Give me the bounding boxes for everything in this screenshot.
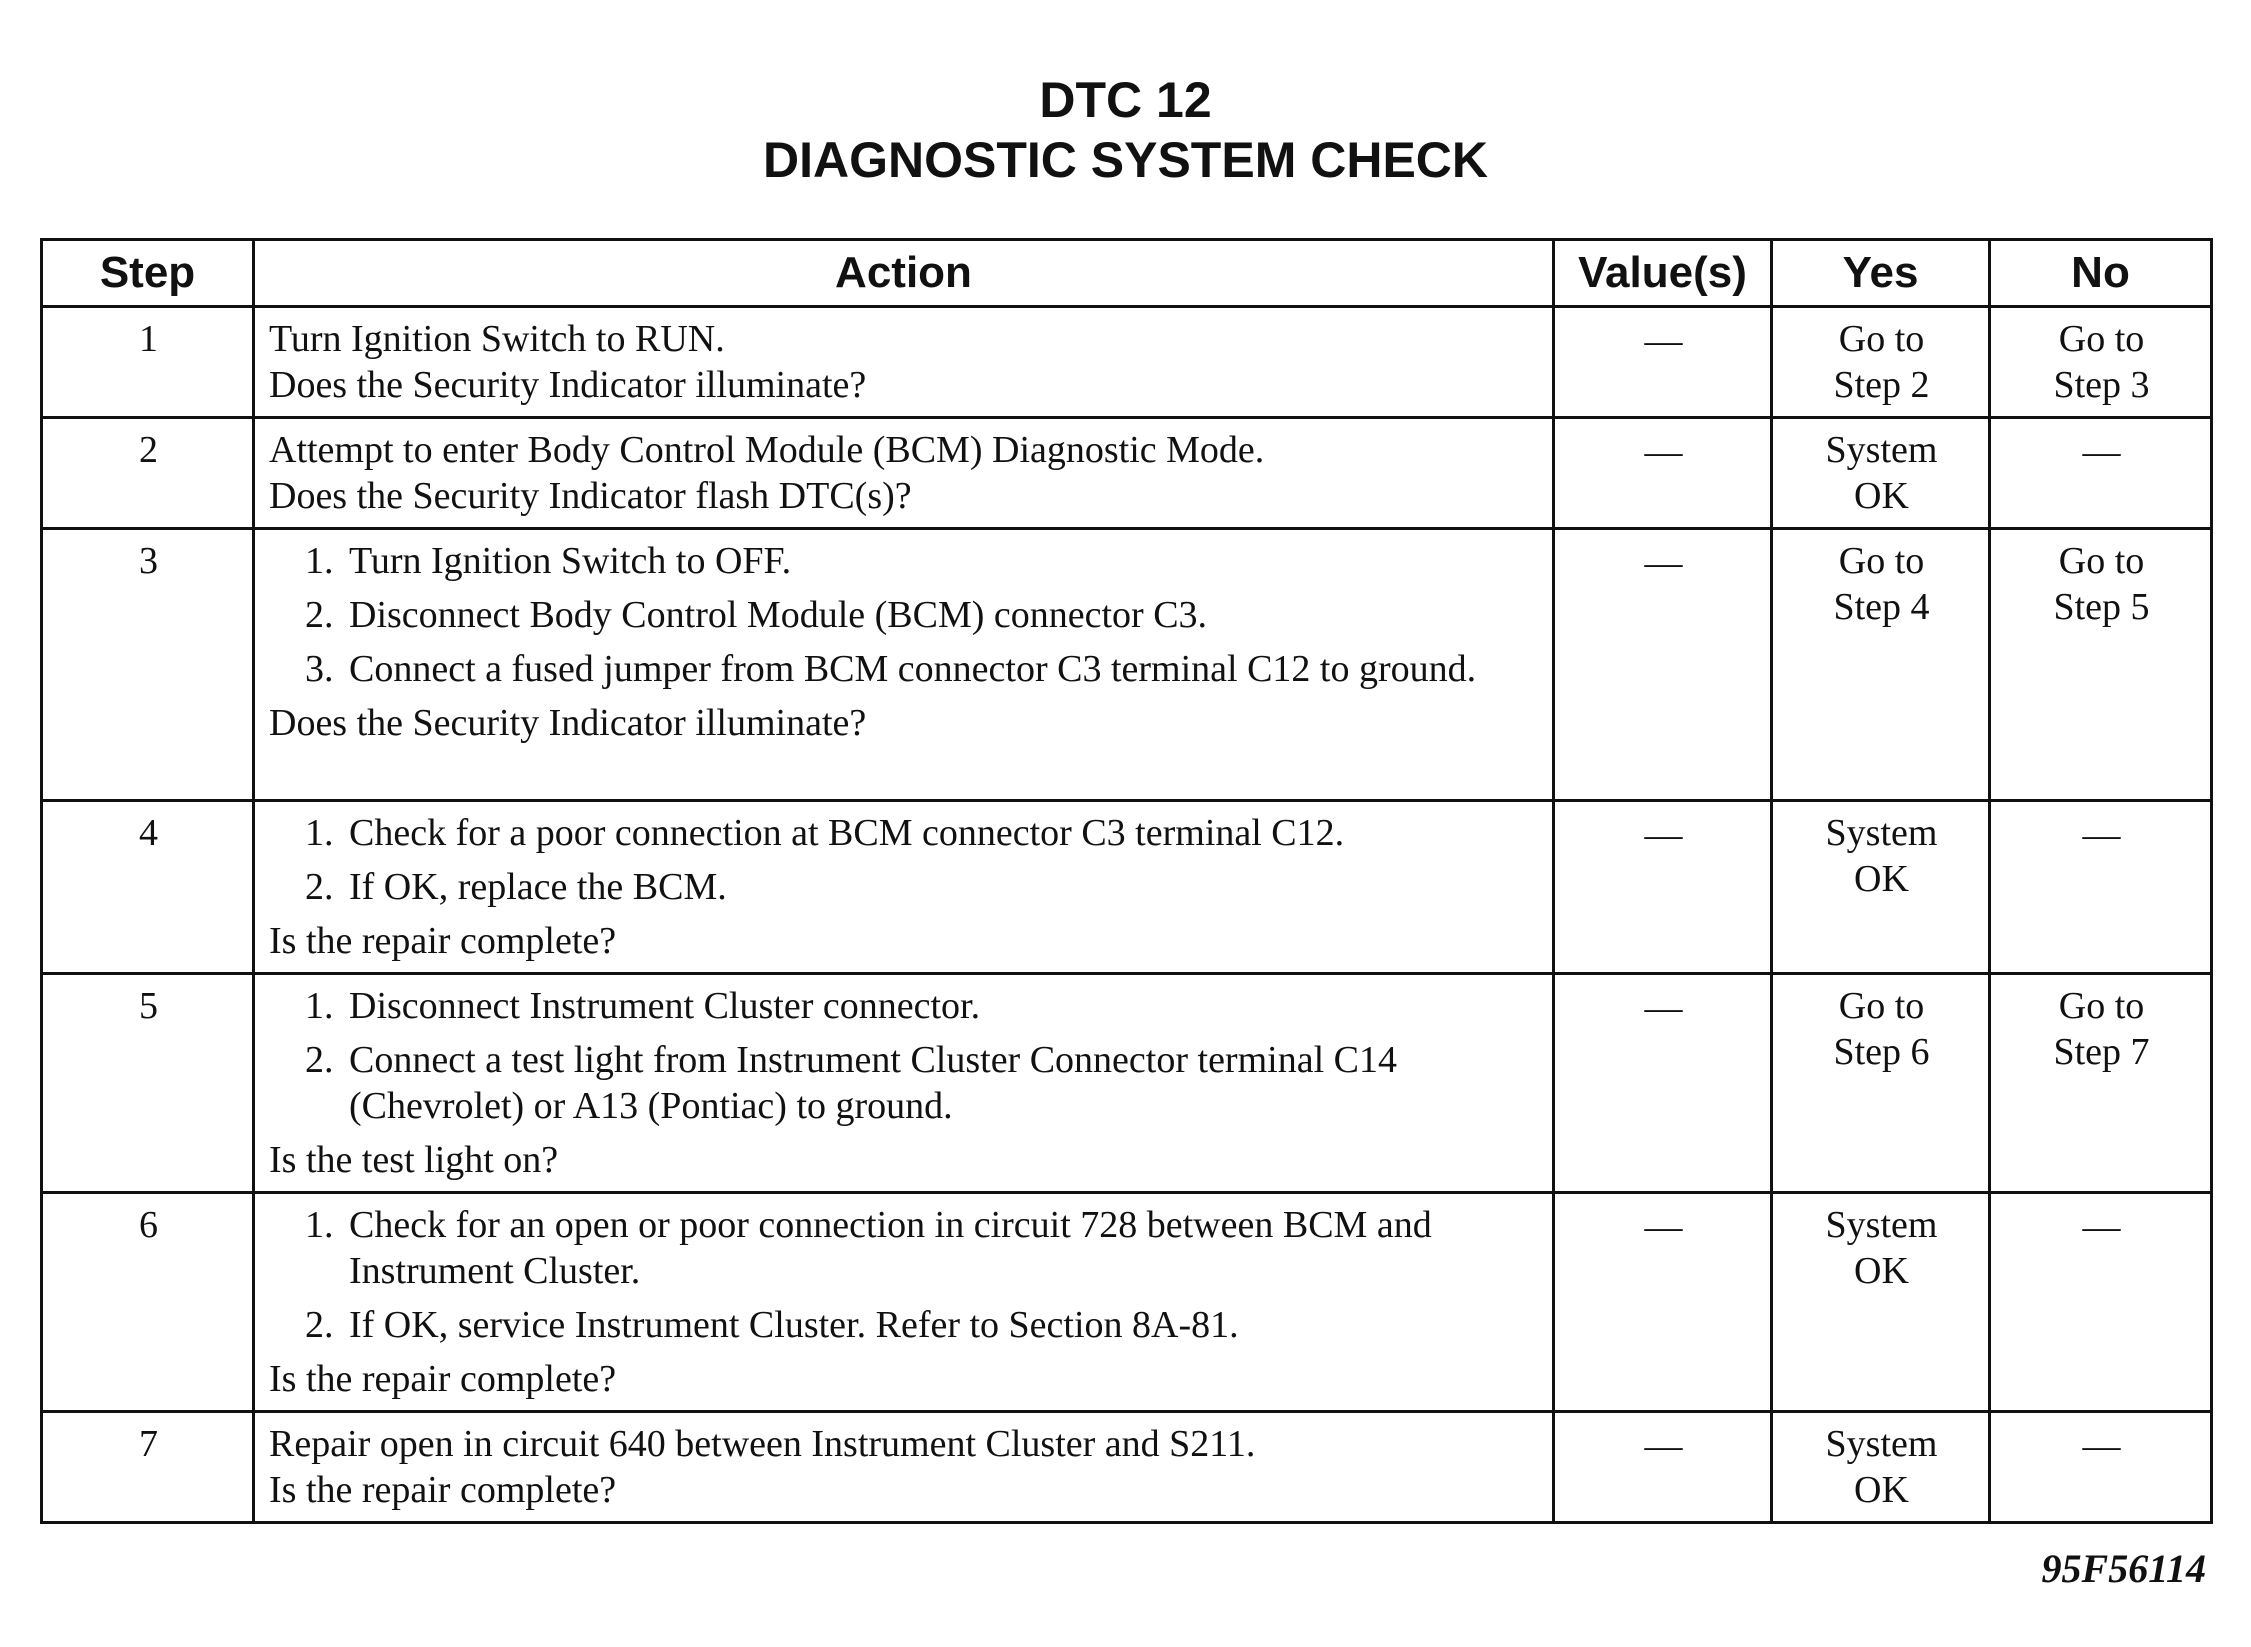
action-cell — [254, 307, 1554, 418]
action-question: Does the Security Indicator illuminate? — [269, 364, 867, 406]
yes-result-text: Go to — [1838, 540, 1925, 582]
table-row — [42, 418, 2212, 529]
value-text: — — [1644, 1425, 1683, 1467]
substep-number: 1. — [305, 812, 334, 854]
value-text: — — [1644, 320, 1683, 362]
action-substep — [305, 1302, 1540, 1348]
no-cell — [1990, 307, 2212, 418]
action-cell — [254, 1193, 1554, 1412]
no-result-text: Go to — [2058, 318, 2145, 360]
substep-text: Check for a poor connection at BCM connector C3 terminal C12. — [349, 812, 1345, 854]
substep-number: 1. — [305, 1204, 334, 1246]
step-number: 6 — [42, 1193, 254, 1412]
yes-cell — [1772, 529, 1990, 801]
table-row — [42, 1193, 2212, 1412]
yes-result-text: OK — [1854, 858, 1909, 900]
action-question: Is the repair complete? — [269, 1469, 617, 1511]
action-question: Is the test light on? — [269, 1139, 559, 1181]
action-substeps — [269, 538, 1540, 692]
action-text: Repair open in circuit 640 between Instrument Cluster and S211. — [269, 1423, 1256, 1465]
yes-result-text: Step 2 — [1833, 364, 1930, 406]
column-header-step: Step — [42, 240, 254, 307]
action-substep — [305, 646, 1540, 692]
step-number: 2 — [42, 418, 254, 529]
no-result-text: — — [2082, 1425, 2121, 1467]
column-header-values: Value(s) — [1554, 240, 1772, 307]
substep-text: Disconnect Instrument Cluster connector. — [349, 985, 981, 1027]
substep-text: Turn Ignition Switch to OFF. — [349, 540, 792, 582]
action-cell — [254, 801, 1554, 974]
action-substep — [305, 864, 1540, 910]
action-substep — [305, 983, 1540, 1029]
value-text: — — [1644, 542, 1683, 584]
yes-result-text: System — [1825, 429, 1938, 471]
yes-result-text: Go to — [1838, 318, 1925, 360]
step-number: 1 — [42, 307, 254, 418]
no-result-text: Step 3 — [2053, 364, 2150, 406]
action-substeps — [269, 810, 1540, 910]
value-text: — — [1644, 987, 1683, 1029]
action-text: Turn Ignition Switch to RUN. — [269, 318, 725, 360]
substep-number: 1. — [305, 985, 334, 1027]
substep-number: 1. — [305, 540, 334, 582]
no-result-text: — — [2082, 814, 2121, 856]
yes-cell — [1772, 801, 1990, 974]
yes-result-text: Go to — [1838, 985, 1925, 1027]
action-text: Attempt to enter Body Control Module (BCM) Diagnostic Mode. — [269, 429, 1265, 471]
no-result-text: Step 5 — [2053, 586, 2150, 628]
action-substep — [305, 538, 1540, 584]
table-row — [42, 307, 2212, 418]
substep-number: 2. — [305, 1304, 334, 1346]
no-result-text: — — [2082, 1206, 2121, 1248]
table-row — [42, 801, 2212, 974]
yes-result-text: OK — [1854, 1250, 1909, 1292]
value-cell — [1554, 1193, 1772, 1412]
no-result-text: Go to — [2058, 985, 2145, 1027]
step-number: 4 — [42, 801, 254, 974]
value-cell — [1554, 801, 1772, 974]
value-cell — [1554, 529, 1772, 801]
no-cell — [1990, 974, 2212, 1193]
yes-result-text: OK — [1854, 1469, 1909, 1511]
action-substep — [305, 1202, 1540, 1294]
substep-text: Disconnect Body Control Module (BCM) connector C3. — [349, 594, 1208, 636]
value-text: — — [1644, 814, 1683, 856]
table-row — [42, 1412, 2212, 1523]
table-header-row — [42, 240, 2212, 307]
figure-id: 95F56114 — [2041, 1546, 2206, 1591]
yes-result-text: Step 6 — [1833, 1031, 1930, 1073]
substep-number: 2. — [305, 866, 334, 908]
substep-number: 3. — [305, 648, 334, 690]
step-number: 7 — [42, 1412, 254, 1523]
action-question: Is the repair complete? — [269, 920, 617, 962]
yes-cell — [1772, 1193, 1990, 1412]
action-cell — [254, 529, 1554, 801]
yes-result-text: OK — [1854, 475, 1909, 517]
action-question: Does the Security Indicator illuminate? — [269, 702, 867, 744]
no-cell — [1990, 801, 2212, 974]
yes-result-text: System — [1825, 1423, 1938, 1465]
action-question: Does the Security Indicator flash DTC(s)? — [269, 475, 912, 517]
value-cell — [1554, 418, 1772, 529]
step-number: 5 — [42, 974, 254, 1193]
diagnostic-table — [40, 238, 2213, 1524]
action-cell — [254, 418, 1554, 529]
table-body — [42, 307, 2212, 1523]
substep-text: If OK, service Instrument Cluster. Refer to Section 8A-81. — [349, 1304, 1239, 1346]
yes-result-text: Step 4 — [1833, 586, 1930, 628]
action-cell — [254, 974, 1554, 1193]
table-row — [42, 529, 2212, 801]
substep-number: 2. — [305, 1039, 334, 1081]
value-cell — [1554, 1412, 1772, 1523]
no-cell — [1990, 1412, 2212, 1523]
value-cell — [1554, 974, 1772, 1193]
action-substep — [305, 592, 1540, 638]
action-substep — [305, 810, 1540, 856]
yes-result-text: System — [1825, 1204, 1938, 1246]
column-header-action: Action — [254, 240, 1554, 307]
value-cell — [1554, 307, 1772, 418]
no-result-text: Go to — [2058, 540, 2145, 582]
substep-number: 2. — [305, 594, 334, 636]
no-cell — [1990, 418, 2212, 529]
title-block — [0, 70, 2251, 190]
yes-result-text: System — [1825, 812, 1938, 854]
no-cell — [1990, 529, 2212, 801]
action-question: Is the repair complete? — [269, 1358, 617, 1400]
yes-cell — [1772, 974, 1990, 1193]
substep-text: Check for an open or poor connection in circuit 728 between BCM and Instrument Cluster. — [349, 1204, 1432, 1292]
page-title: DIAGNOSTIC SYSTEM CHECK — [762, 132, 1489, 188]
yes-cell — [1772, 418, 1990, 529]
no-result-text: — — [2082, 431, 2121, 473]
column-header-yes: Yes — [1772, 240, 1990, 307]
no-cell — [1990, 1193, 2212, 1412]
substep-text: If OK, replace the BCM. — [349, 866, 727, 908]
action-substeps — [269, 1202, 1540, 1348]
table-row — [42, 974, 2212, 1193]
yes-cell — [1772, 1412, 1990, 1523]
substep-text: Connect a fused jumper from BCM connector C3 terminal C12 to ground. — [349, 648, 1477, 690]
action-cell — [254, 1412, 1554, 1523]
substep-text: Connect a test light from Instrument Cluster Connector terminal C14 (Chevrolet) or A13 (Pontiac) to ground. — [349, 1039, 1397, 1127]
step-number: 3 — [42, 529, 254, 801]
action-substep — [305, 1037, 1540, 1129]
yes-cell — [1772, 307, 1990, 418]
action-substeps — [269, 983, 1540, 1129]
value-text: — — [1644, 431, 1683, 473]
no-result-text: Step 7 — [2053, 1031, 2150, 1073]
value-text: — — [1644, 1206, 1683, 1248]
column-header-no: No — [1990, 240, 2212, 307]
dtc-title: DTC 12 — [1039, 72, 1212, 128]
